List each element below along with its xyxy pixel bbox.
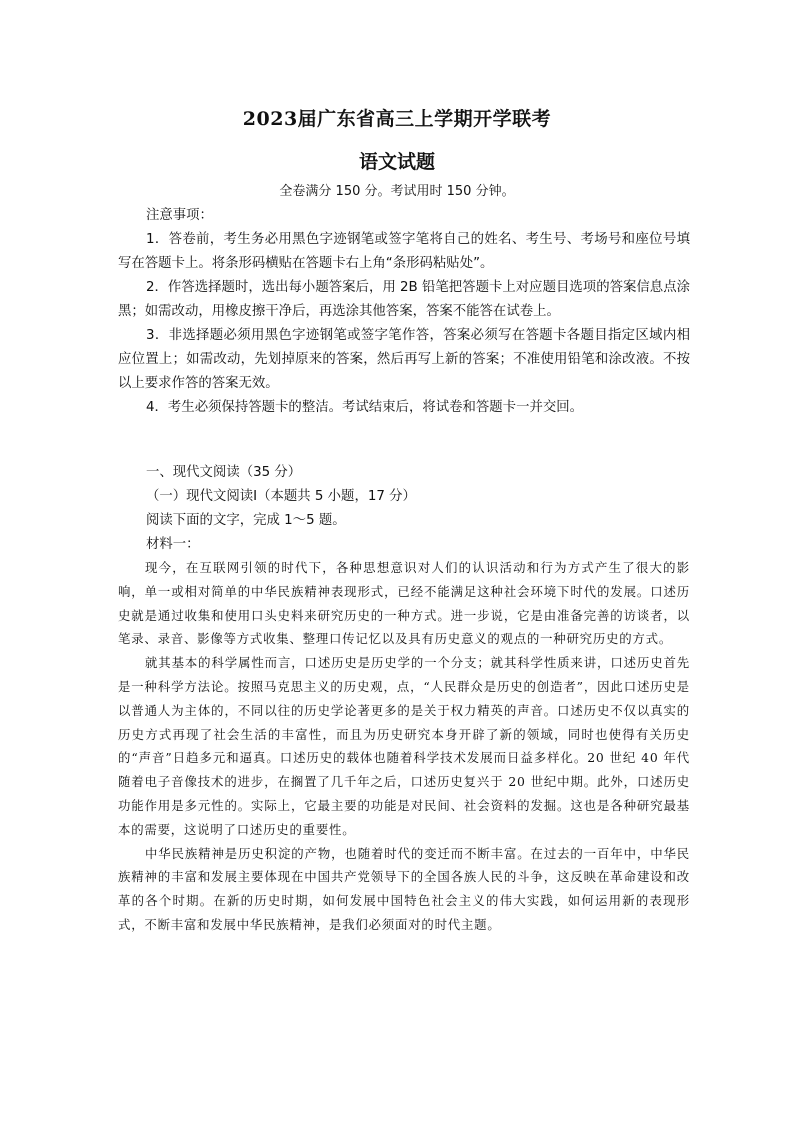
material-label: 材料一：	[146, 537, 200, 552]
notice-item: 4．考生必须保持答题卡的整洁。考试结束后，将试卷和答题卡一并交回。	[146, 400, 584, 415]
passage-paragraph: 就其基本的科学属性而言，口述历史是历史学的一个分支；就其科学性质来讲，口述历史首先是一种科学方法论。按照马克思主义的历史观，点，“人民群众是历史的创造者”，因此口述历史是以普通人为主体的，不同以往的历史学论著更多的是关于权力精英的声音。口述历史不仅以真实的历史方式再现了社会生活的丰富性，而且为历史研究本身开辟了新的领域，同时也使得有关历史的“声音”日趋多元和逼真。口述历史的载体也随着科学技术发展而日益多样化。20 世纪 40 年代随着电子音像技术的进步，在搁置了几千年之后，口述历史复兴于 20 世纪中期。此外，口述历史功能作用是多元性的。实际上，它最主要的功能是对民间、社会资料的发掘。这也是各种研究最基本的需要，这说明了口述历史的重要性。	[118, 655, 690, 837]
notice-heading: 注意事项：	[146, 208, 213, 223]
notice-section	[118, 204, 690, 420]
section-instruction: 阅读下面的文字，完成 1～5 题。	[146, 513, 346, 528]
document-title: 2023届广东省高三上学期开学联考	[242, 108, 552, 130]
reading-passage	[118, 556, 690, 937]
passage-paragraph: 现今，在互联网引领的时代下，各种思想意识对人们的认识活动和行为方式产生了很大的影响，单一或相对简单的中华民族精神表现形式，已经不能满足这种社会环境下时代的发展。口述历史就是通过收集和使用口头史料来研究历史的一种方式。进一步说，它是由准备完善的访谈者，以笔录、录音、影像等方式收集、整理口传记忆以及具有历史意义的观点的一种研究历史的方式。	[118, 560, 690, 647]
exam-info: 全卷满分 150 分。考试用时 150 分钟。	[279, 184, 515, 199]
notice-item: 1．答卷前，考生务必用黑色字迹钢笔或签字笔将自己的姓名、考生号、考场号和座位号填写在答题卡上。将条形码横贴在答题卡右上角“条形码粘贴处”。	[118, 232, 690, 271]
section-part: （一）现代文阅读Ⅰ（本题共 5 小题，17 分）	[146, 489, 416, 504]
document-subtitle: 语文试题	[358, 151, 435, 173]
notice-item: 2．作答选择题时，选出每小题答案后，用 2B 铅笔把答题卡上对应题目选项的答案信息点涂黑；如需改动，用橡皮擦干净后，再选涂其他答案，答案不能答在试卷上。	[118, 280, 690, 319]
reading-section-header	[118, 461, 690, 557]
passage-paragraph: 中华民族精神是历史积淀的产物，也随着时代的变迁而不断丰富。在过去的一百年中，中华民族精神的丰富和发展主要体现在中国共产党领导下的全国各族人民的斗争，这反映在革命建设和改革的各个时期。在新的历史时期，如何发展中国特色社会主义的伟大实践，如何运用新的表现形式，不断丰富和发展中华民族精神，是我们必须面对的时代主题。	[118, 845, 690, 932]
section-heading: 一、现代文阅读（35 分）	[146, 465, 302, 480]
notice-item: 3．非选择题必须用黑色字迹钢笔或签字笔作答，答案必须写在答题卡各题目指定区域内相应位置上；如需改动，先划掉原来的答案，然后再写上新的答案；不准使用铅笔和涂改液。不按以上要求作答的答案无效。	[118, 328, 690, 391]
